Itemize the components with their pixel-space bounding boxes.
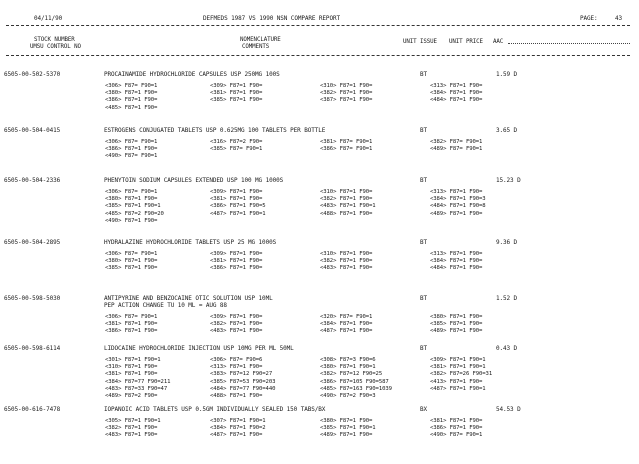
code-entry: <306> F87= F90=1 [105, 189, 158, 195]
stock-number: 6505-00-504-2336 [4, 177, 61, 184]
code-entry: <490> F87= F90=1 [105, 153, 158, 160]
code-entry: <489> F87=1 F90= [430, 210, 483, 217]
code-entry: <310> F87=1 F90= [105, 364, 158, 371]
code-entry: <387> F87=1 F90= [320, 97, 373, 104]
code-entry: <382> F87=1 F90= [320, 258, 373, 265]
col-stock-number: STOCK NUMBER [34, 37, 75, 43]
code-entry: <487> F87=1 F90=1 [210, 210, 266, 217]
stock-number: 6505-00-598-6114 [4, 345, 61, 352]
code-entry: <489> F87=1 F90= [430, 328, 483, 335]
code-entry: <316> F87=2 F90= [210, 139, 263, 145]
code-entry: <483> F87=1 F90=1 [320, 203, 376, 210]
page-number: 43 [615, 15, 623, 22]
code-entry: <305> F87=1 F90=1 [105, 418, 161, 424]
code-entry: <382> F87=1 F90= [320, 196, 373, 203]
code-entry: <306> F87= F90=6 [210, 357, 263, 363]
code-entry: <313> F87=1 F90= [210, 364, 263, 371]
unit-price: 3.65 D [496, 127, 518, 134]
code-entry: <306> F87= F90=1 [105, 139, 158, 145]
code-entry: <386> F87=1 F90= [105, 328, 158, 335]
code-entry: <310> F87=1 F90= [320, 251, 373, 257]
unit-issue: BT [420, 177, 428, 184]
code-entry: <386> F87= F90=1 [320, 146, 373, 153]
unit-issue: BT [420, 239, 428, 246]
code-entry: <386> F87=105 F90=587 [320, 378, 389, 385]
unit-price: 1.52 D [496, 295, 518, 302]
columns-rule [6, 55, 630, 56]
code-entry: <487> F87=1 F90=1 [430, 385, 486, 392]
code-entry: <313> F87=1 F90= [430, 251, 483, 257]
code-entry: <381> F87=1 F90= [105, 321, 158, 328]
code-entry: <483> F87=1 F90= [210, 328, 263, 335]
code-entry: <384> F87=1 F90= [430, 258, 483, 265]
code-entry: <309> F87=1 F90= [210, 189, 263, 195]
unit-price: 15.23 D [496, 177, 521, 184]
code-entry: <306> F87= F90=1 [105, 83, 158, 89]
code-entry: <380> F87=1 F90= [320, 418, 373, 424]
item-comment: PEP ACTION CHANGE TU 10 ML = AUG 88 [104, 302, 227, 309]
code-entry: <483> F87=1 F90= [105, 432, 158, 439]
code-entry: <386> F87=1 F90= [430, 425, 483, 432]
unit-price: 9.36 D [496, 239, 518, 246]
stock-number: 6505-00-598-5030 [4, 295, 61, 302]
code-entry: <384> F87=1 F90=3 [430, 196, 486, 203]
code-entry: <380> F87=1 F90= [430, 314, 483, 320]
stock-number: 6505-00-616-7478 [4, 406, 61, 413]
code-entry: <490> F87=2 F90=3 [320, 393, 376, 399]
unit-price: 54.53 D [496, 406, 521, 413]
code-entry: <309> F87=1 F90= [210, 314, 263, 320]
code-entry: <490> F87=1 F90= [105, 217, 158, 224]
item-nomenclature: ANTIPYRINE AND BENZOCAINE OTIC SOLUTION USP 10ML [104, 295, 273, 302]
code-entry: <488> F87=1 F90= [210, 393, 263, 399]
code-entry: <320> F87= F90=1 [320, 314, 373, 320]
code-entry: <309> F87=1 F90= [210, 251, 263, 257]
code-entry: <310> F87=1 F90= [320, 83, 373, 89]
item-nomenclature: ESTROGENS CONJUGATED TABLETS USP 0.625MG 100 TABLETS PER BOTTLE [104, 127, 326, 134]
code-entry: <382> F87=26 F90=31 [430, 371, 493, 378]
report-date: 04/11/90 [34, 15, 63, 22]
code-entry: <489> F87= F90=1 [430, 146, 483, 153]
code-entry: <309> F87=1 F90= [210, 83, 263, 89]
unit-price: 1.59 D [496, 71, 518, 78]
code-entry: <382> F87=12 F90=25 [320, 371, 383, 378]
code-entry: <490> F87= F90=1 [430, 432, 483, 439]
code-entry: <386> F87=1 F90= [210, 265, 263, 272]
code-entry: <381> F87=1 F90= [210, 90, 263, 97]
unit-issue: BT [420, 345, 428, 352]
code-entry: <489> F87=1 F90= [320, 432, 373, 439]
code-entry: <380> F87=1 F90=1 [320, 364, 376, 371]
code-entry: <483> F87=1 F90= [320, 265, 373, 272]
code-entry: <487> F87=1 F90= [210, 432, 263, 439]
code-entry: <307> F87=1 F90=1 [210, 418, 266, 424]
code-entry: <383> F87=12 F90=27 [210, 371, 273, 378]
code-entry: <381> F87=1 F90= [210, 258, 263, 265]
code-entry: <381> F87=1 F90= [105, 371, 158, 378]
code-entry: <384> F87=77 F90=211 [105, 378, 171, 385]
code-entry: <384> F87=1 F90= [320, 321, 373, 328]
code-entry: <313> F87=1 F90= [430, 83, 483, 89]
code-entry: <413> F87=1 F90= [430, 378, 483, 385]
code-entry: <485> F87=163 F90=1039 [320, 385, 392, 392]
code-entry: <485> F87=1 F90= [105, 104, 158, 111]
col-nomenclature: NOMENCLATURE [240, 37, 281, 43]
col-control-no: UMSU CONTROL NO [30, 44, 81, 50]
unit-issue: BX [420, 406, 428, 413]
code-entry: <385> F87=1 F90= [210, 97, 263, 104]
unit-price: 0.43 D [496, 345, 518, 352]
item-nomenclature: IOPANOIC ACID TABLETS USP 0.5GM INDIVIDUALLY SEALED 150 TABS/BX [104, 406, 326, 413]
unit-issue: BT [420, 71, 428, 78]
item-nomenclature: PHENYTOIN SODIUM CAPSULES EXTENDED USP 100 MG 1000S [104, 177, 284, 184]
code-entry: <301> F87=1 F90=1 [105, 357, 161, 363]
stock-number: 6505-00-504-2895 [4, 239, 61, 246]
code-entry: <384> F87=1 F90=2 [210, 425, 266, 432]
code-entry: <484> F87=1 F90= [430, 265, 483, 272]
code-entry: <313> F87=1 F90= [430, 189, 483, 195]
code-entry: <382> F87=1 F90= [210, 321, 263, 328]
code-entry: <484> F87=1 F90= [430, 97, 483, 104]
code-entry: <384> F87=1 F90= [430, 90, 483, 97]
code-entry: <382> F87=1 F90= [105, 425, 158, 432]
code-entry: <385> F87= F90=1 [210, 146, 263, 153]
code-entry: <385> F87=1 F90= [430, 321, 483, 328]
code-entry: <310> F87=1 F90= [320, 189, 373, 195]
code-entry: <381> F87=1 F90=1 [430, 364, 486, 371]
col-unit-price: UNIT PRICE [449, 39, 483, 45]
code-entry: <382> F87= F90=1 [430, 139, 483, 145]
code-entry: <484> F87=1 F90=8 [430, 203, 486, 210]
code-entry: <306> F87= F90=1 [105, 314, 158, 320]
header-rule [6, 25, 630, 26]
code-entry: <485> F87=2 F90=20 [105, 210, 164, 217]
code-entry: <309> F87=1 F90=1 [430, 357, 486, 363]
unit-issue: BT [420, 295, 428, 302]
code-entry: <380> F87=1 F90= [105, 196, 158, 203]
code-entry: <381> F87= F90=1 [320, 139, 373, 145]
code-entry: <484> F87=77 F90=440 [210, 385, 276, 392]
code-entry: <488> F87=1 F90= [320, 210, 373, 217]
heading-leader [508, 43, 630, 44]
page-label: PAGE: [580, 15, 598, 22]
item-nomenclature: PROCAINAMIDE HYDROCHLORIDE CAPSULES USP 250MG 100S [104, 71, 280, 78]
unit-issue: BT [420, 127, 428, 134]
code-entry: <382> F87=1 F90= [320, 90, 373, 97]
stock-number: 6505-00-502-5370 [4, 71, 61, 78]
col-comments: COMMENTS [242, 44, 270, 50]
code-entry: <386> F87=1 F90= [105, 146, 158, 153]
code-entry: <380> F87=1 F90= [105, 258, 158, 265]
code-entry: <306> F87= F90=1 [105, 251, 158, 257]
report-title: DEFMEDS 1987 VS 1990 NSN COMPARE REPORT [203, 15, 340, 22]
code-entry: <386> F87=1 F90=5 [210, 203, 266, 210]
code-entry: <483> F87=33 F90=47 [105, 385, 168, 392]
col-aac: AAC [493, 39, 504, 45]
code-entry: <487> F87=1 F90= [320, 328, 373, 335]
code-entry: <380> F87=1 F90= [105, 90, 158, 97]
code-entry: <385> F87=1 F90=1 [320, 425, 376, 432]
code-entry: <381> F87=1 F90= [430, 418, 483, 424]
stock-number: 6505-00-504-0415 [4, 127, 61, 134]
code-entry: <386> F87=1 F90= [105, 97, 158, 104]
code-entry: <385> F87=1 F90=1 [105, 203, 161, 210]
code-entry: <308> F87=3 F90=6 [320, 357, 376, 363]
item-nomenclature: LIDOCAINE HYDROCHLORIDE INJECTION USP 10MG PER ML 50ML [104, 345, 294, 352]
item-nomenclature: HYDRALAZINE HYDROCHLORIDE TABLETS USP 25 MG 1000S [104, 239, 277, 246]
code-entry: <385> F87=53 F90=203 [210, 378, 276, 385]
col-unit-issue: UNIT ISSUE [403, 39, 437, 45]
code-entry: <381> F87=1 F90= [210, 196, 263, 203]
code-entry: <385> F87=1 F90= [105, 265, 158, 272]
code-entry: <489> F87=2 F90= [105, 393, 158, 399]
